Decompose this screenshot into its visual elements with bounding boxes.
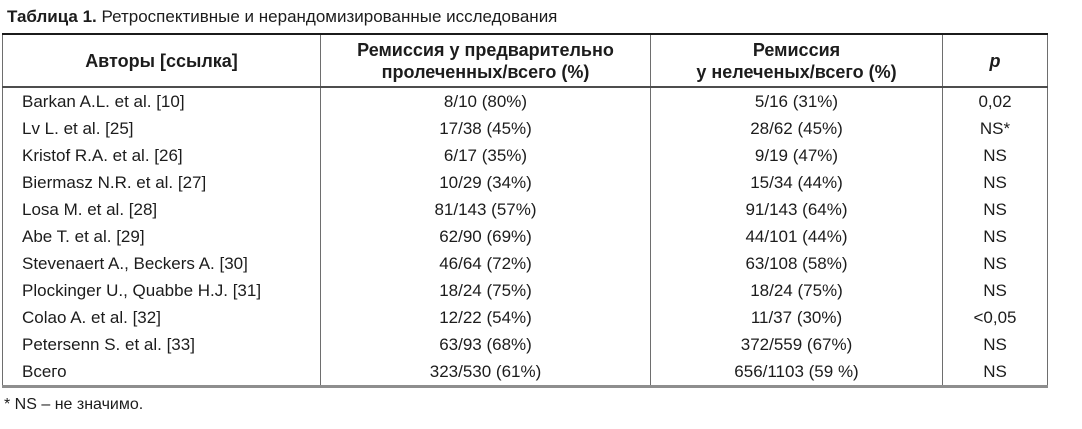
table-row <box>3 115 1048 142</box>
pretreated-cell: 18/24 (75%) <box>321 277 651 304</box>
table-footnote: * NS – не значимо. <box>4 396 144 413</box>
p-value-cell: NS <box>943 196 1048 223</box>
column-header-pretreated-line1: Ремиссия у предварительно <box>357 39 614 60</box>
p-value-cell: <0,05 <box>943 304 1048 331</box>
untreated-cell: 28/62 (45%) <box>651 115 943 142</box>
pretreated-cell: 12/22 (54%) <box>321 304 651 331</box>
table-row <box>3 142 1048 169</box>
table-body <box>3 87 1048 387</box>
table-row <box>3 304 1048 331</box>
untreated-cell: 656/1103 (59 %) <box>651 358 943 387</box>
untreated-cell: 91/143 (64%) <box>651 196 943 223</box>
author-cell: Barkan A.L. et al. [10] <box>22 91 185 111</box>
pretreated-cell: 62/90 (69%) <box>321 223 651 250</box>
table-row <box>3 250 1048 277</box>
author-cell: Lv L. et al. [25] <box>22 118 134 138</box>
author-cell: Всего <box>22 361 67 381</box>
untreated-cell: 18/24 (75%) <box>651 277 943 304</box>
p-value-cell: NS <box>943 142 1048 169</box>
column-header-p-value: p <box>943 34 1048 87</box>
table-row-total <box>3 358 1048 387</box>
p-value-cell: 0,02 <box>943 87 1048 115</box>
pretreated-cell: 8/10 (80%) <box>321 87 651 115</box>
untreated-cell: 372/559 (67%) <box>651 331 943 358</box>
untreated-cell: 5/16 (31%) <box>651 87 943 115</box>
table-row <box>3 196 1048 223</box>
author-cell: Kristof R.A. et al. [26] <box>22 145 183 165</box>
table-caption-label: Таблица 1. <box>7 7 97 26</box>
column-header-authors: Авторы [ссылка] <box>3 34 321 87</box>
author-cell: Biermasz N.R. et al. [27] <box>22 172 207 192</box>
pretreated-cell: 323/530 (61%) <box>321 358 651 387</box>
column-header-untreated-line2: у нелеченых/всего (%) <box>696 61 897 82</box>
p-value-cell: NS <box>943 169 1048 196</box>
untreated-cell: 44/101 (44%) <box>651 223 943 250</box>
untreated-cell: 63/108 (58%) <box>651 250 943 277</box>
untreated-cell: 15/34 (44%) <box>651 169 943 196</box>
column-header-pretreated-line2: пролеченных/всего (%) <box>381 61 590 82</box>
author-cell: Losa M. et al. [28] <box>22 199 158 219</box>
column-header-untreated-line1: Ремиссия <box>752 39 841 60</box>
author-cell: Abe T. et al. [29] <box>22 226 145 246</box>
column-header-pretreated <box>321 34 651 87</box>
column-header-untreated <box>651 34 943 87</box>
table-row <box>3 87 1048 115</box>
table-row <box>3 223 1048 250</box>
table-header <box>3 34 1048 87</box>
pretreated-cell: 17/38 (45%) <box>321 115 651 142</box>
p-value-cell: NS <box>943 277 1048 304</box>
author-cell: Plockinger U., Quabbe H.J. [31] <box>22 280 262 300</box>
table-row <box>3 169 1048 196</box>
table-row <box>3 277 1048 304</box>
header-row <box>3 34 1048 87</box>
p-value-cell: NS <box>943 223 1048 250</box>
p-value-cell: NS* <box>943 115 1048 142</box>
pretreated-cell: 6/17 (35%) <box>321 142 651 169</box>
author-cell: Colao A. et al. [32] <box>22 307 161 327</box>
untreated-cell: 9/19 (47%) <box>651 142 943 169</box>
untreated-cell: 11/37 (30%) <box>651 304 943 331</box>
pretreated-cell: 63/93 (68%) <box>321 331 651 358</box>
pretreated-cell: 10/29 (34%) <box>321 169 651 196</box>
p-value-cell: NS <box>943 331 1048 358</box>
pretreated-cell: 81/143 (57%) <box>321 196 651 223</box>
table-caption <box>0 7 1082 33</box>
p-value-cell: NS <box>943 358 1048 387</box>
table-row <box>3 331 1048 358</box>
table-caption-text: Ретроспективные и нерандомизированные исследования <box>96 7 558 26</box>
pretreated-cell: 46/64 (72%) <box>321 250 651 277</box>
results-table <box>2 33 1048 388</box>
author-cell: Stevenaert A., Beckers A. [30] <box>22 253 248 273</box>
author-cell: Petersenn S. et al. [33] <box>22 334 195 354</box>
p-value-cell: NS <box>943 250 1048 277</box>
